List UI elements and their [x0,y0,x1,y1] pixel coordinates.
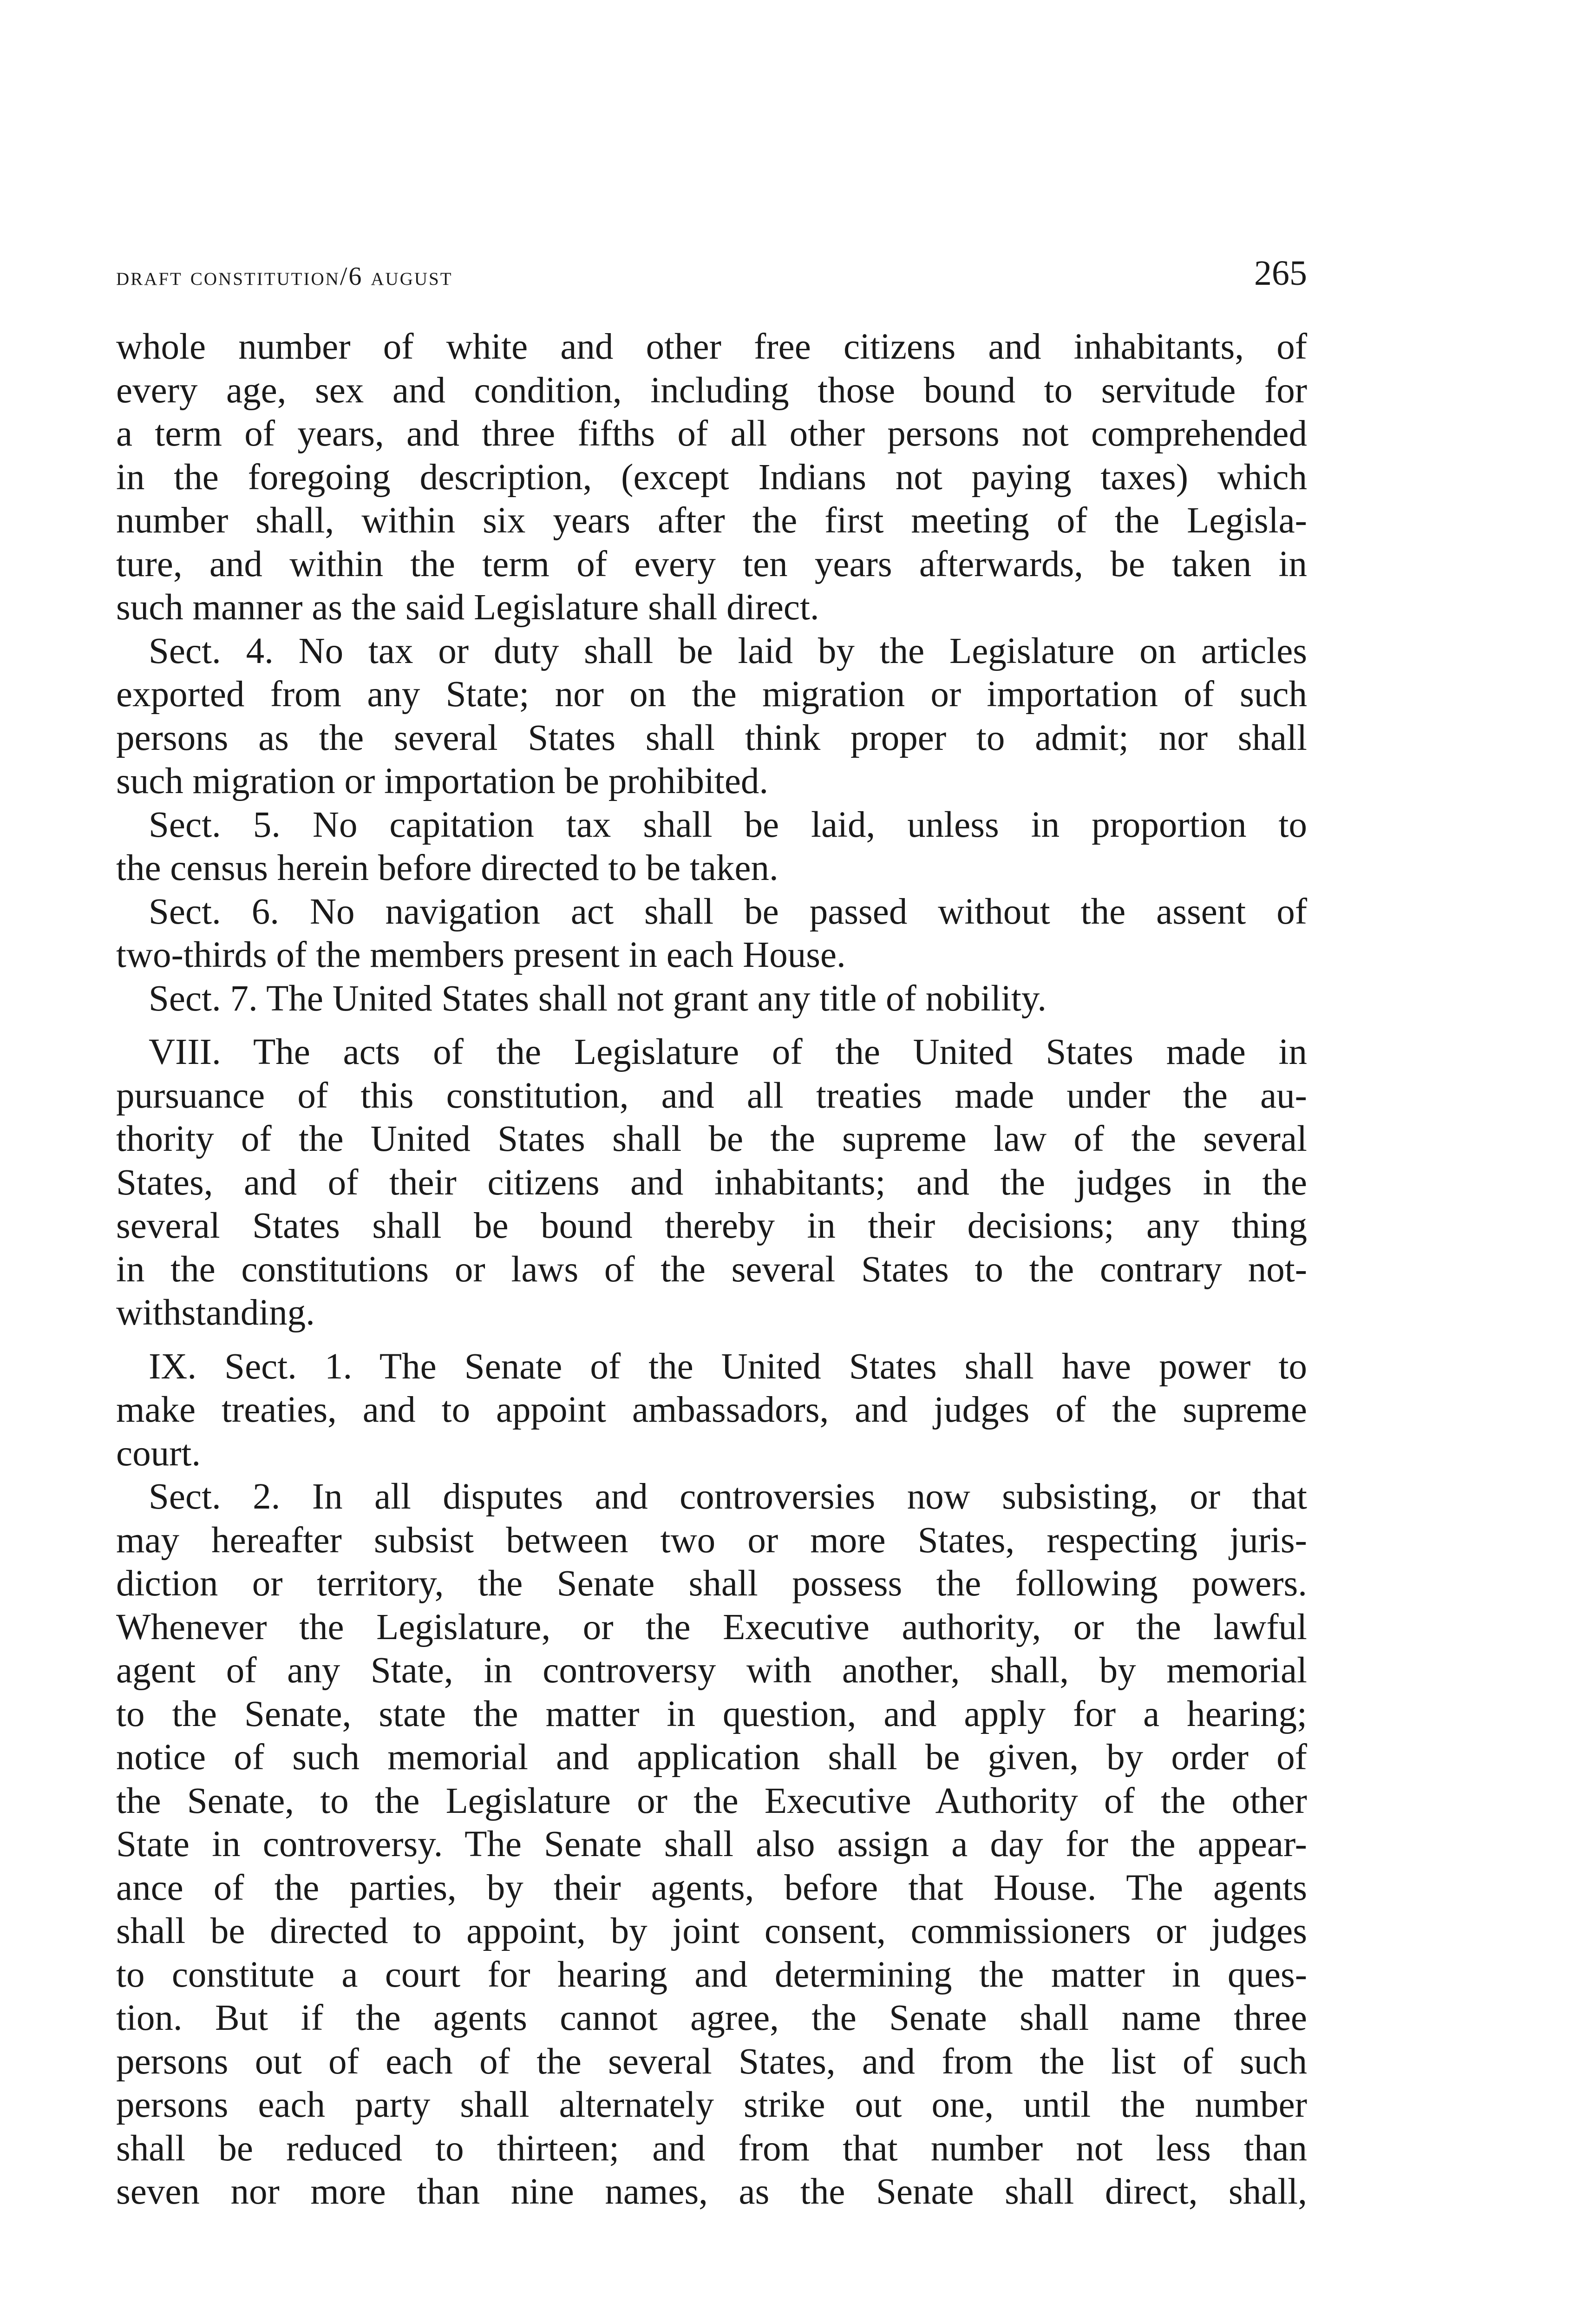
running-date-prefix: /6 [340,262,363,291]
text-line: to constitute a court for hearing and determining the matter in ques- [116,1954,1307,1995]
text-line: shall be directed to appoint, by joint consent, commissioners or judges [116,1911,1307,1951]
paragraph-gap [116,1335,1307,1345]
text-line: States, and of their citizens and inhabitants; and the judges in the [116,1162,1307,1203]
text-line: Sect. 2. In all disputes and controversies now subsisting, or that [149,1476,1307,1517]
text-line: to the Senate, state the matter in question, and apply for a hearing; [116,1693,1307,1734]
text-line: tion. But if the agents cannot agree, the Senate shall name three [116,1998,1307,2038]
text-line: VIII. The acts of the Legislature of the United States made in [149,1032,1307,1072]
text-line: two-thirds of the members present in each House. [116,935,846,975]
paragraph-art8 [116,1030,1307,1335]
text-line: IX. Sect. 1. The Senate of the United States shall have power to [149,1346,1307,1387]
text-line: Sect. 4. No tax or duty shall be laid by the Legislature on articles [149,630,1307,671]
running-head [116,253,1307,295]
paragraph-sect4 [116,630,1307,803]
text-line: the Senate, to the Legislature or the Executive Authority of the other [116,1780,1307,1821]
text-line: such manner as the said Legislature shall direct. [116,587,819,628]
text-line: a term of years, and three fifths of all other persons not comprehended [116,413,1307,454]
text-line: Sect. 7. The United States shall not grant any title of nobility. [149,978,1047,1019]
text-line: ance of the parties, by their agents, before that House. The agents [116,1867,1307,1908]
text-line: such migration or importation be prohibited. [116,761,769,801]
text-line: persons each party shall alternately strike out one, until the number [116,2085,1307,2125]
paragraph-art9sect2 [116,1475,1307,2214]
paragraph-art9sect1 [116,1345,1307,1476]
paragraph-sect7 [116,977,1307,1021]
text-line: State in controversy. The Senate shall also assign a day for the appear- [116,1824,1307,1864]
text-line: every age, sex and condition, including those bound to servitude for [116,370,1307,411]
text-line: Sect. 6. No navigation act shall be passed without the assent of [149,891,1307,932]
text-line: pursuance of this constitution, and all treaties made under the au- [116,1075,1307,1116]
running-title-text: draft constitution [116,262,340,291]
text-line: in the foregoing description, (except Indians not paying taxes) which [116,457,1307,498]
text-line: diction or territory, the Senate shall possess the following powers. [116,1563,1307,1604]
text-line: several States shall be bound thereby in their decisions; any thing [116,1206,1307,1246]
text-line: exported from any State; nor on the migration or importation of such [116,674,1307,715]
paragraph-gap [116,1020,1307,1030]
text-line: Whenever the Legislature, or the Executive authority, or the lawful [116,1607,1307,1647]
text-line: withstanding. [116,1293,315,1333]
text-line: whole number of white and other free citizens and inhabitants, of [116,327,1307,367]
page-number: 265 [1254,254,1307,293]
paragraph-sect5 [116,803,1307,890]
paragraph-sect6 [116,890,1307,977]
running-title [116,262,453,291]
text-line: agent of any State, in controversy with another, shall, by memorial [116,1650,1307,1691]
text-line: persons out of each of the several States, and from the list of such [116,2041,1307,2082]
text-line: seven nor more than nine names, as the Senate shall direct, shall, [116,2172,1307,2212]
text-line: persons as the several States shall think proper to admit; nor shall [116,717,1307,758]
text-line: shall be reduced to thirteen; and from that number not less than [116,2128,1307,2169]
text-line: ture, and within the term of every ten years afterwards, be taken in [116,544,1307,584]
text-line: notice of such memorial and application shall be given, by order of [116,1737,1307,1778]
text-line: thority of the United States shall be the supreme law of the several [116,1119,1307,1159]
text-line: may hereafter subsist between two or more States, respecting juris- [116,1520,1307,1561]
running-date-suffix: august [363,262,453,291]
text-line: number shall, within six years after the first meeting of the Legisla- [116,500,1307,541]
text-line: the census herein before directed to be taken. [116,848,778,888]
text-line: court. [116,1433,201,1474]
text-line: Sect. 5. No capitation tax shall be laid, unless in proportion to [149,804,1307,845]
text-line: in the constitutions or laws of the several States to the contrary not- [116,1249,1307,1290]
text-line: make treaties, and to appoint ambassadors, and judges of the supreme [116,1390,1307,1430]
body-text [116,325,1307,2214]
paragraph-p1 [116,325,1307,630]
